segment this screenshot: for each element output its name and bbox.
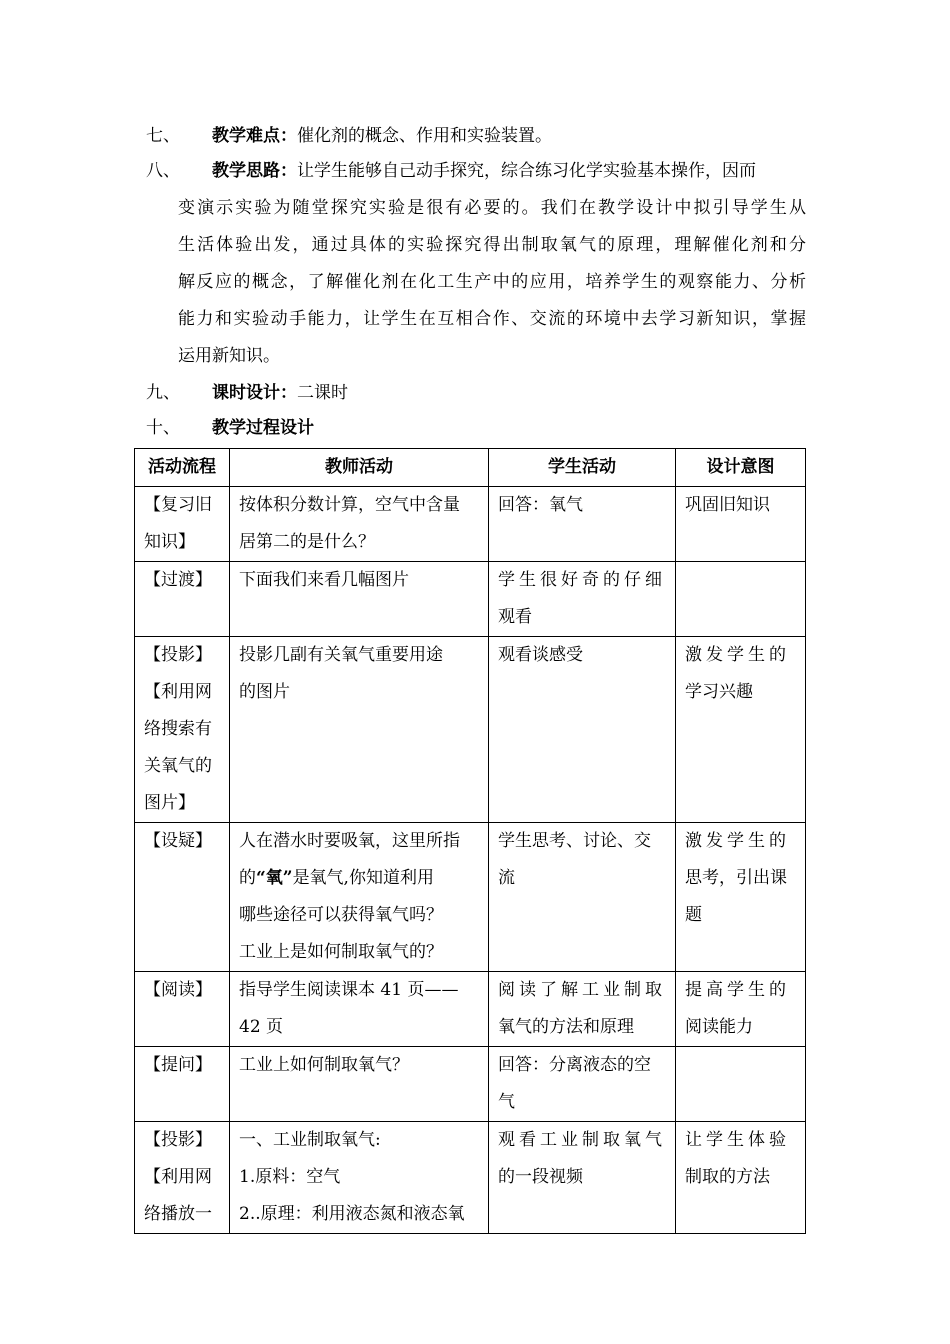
section-text: 催化剂的概念、作用和实验装置。	[297, 126, 552, 146]
cell-line: 人在潜水时要吸氧，这里所指	[239, 831, 460, 851]
section-number: 十、	[146, 418, 180, 438]
intent-cell	[676, 487, 806, 562]
cell-line: 2..原理：利用液态氮和液态氧	[239, 1204, 465, 1224]
student-cell	[489, 1047, 676, 1122]
flow-cell	[135, 487, 230, 562]
cell-line	[239, 860, 482, 897]
cell-line: 工业上是如何制取氧气的？	[239, 942, 443, 962]
cell-line: 氧气的方法和原理	[498, 1017, 634, 1037]
section-10	[146, 410, 314, 447]
section-label: 教学难点：	[212, 126, 297, 146]
student-cell	[489, 1122, 676, 1234]
paragraph-line: 变演示实验为随堂探究实验是很有必要的。我们在教学设计中拟引导学生从	[178, 198, 806, 218]
cell-line: 按体积分数计算，空气中含量	[239, 495, 460, 515]
flow-cell	[135, 823, 230, 972]
student-cell	[489, 637, 676, 823]
table-row	[135, 1122, 806, 1234]
cell-line: 观看谈感受	[498, 645, 583, 665]
cell-line: 【投影】	[144, 1130, 212, 1150]
student-cell	[489, 487, 676, 562]
section-9	[146, 375, 348, 412]
teacher-cell	[230, 823, 489, 972]
flow-cell	[135, 972, 230, 1047]
paragraph-line: 运用新知识。	[178, 346, 280, 366]
emphasis-text: “氧”	[256, 868, 293, 888]
cell-line: 【利用网	[144, 682, 212, 702]
cell-line: 【设疑】	[144, 831, 212, 851]
cell-line: 关氧气的	[144, 756, 212, 776]
student-cell	[489, 972, 676, 1047]
intent-cell	[676, 1122, 806, 1234]
header-flow: 活动流程	[135, 449, 230, 487]
section-number: 七、	[146, 126, 180, 146]
section-number: 九、	[146, 383, 180, 403]
cell-line: 阅读能力	[685, 1017, 753, 1037]
cell-line: 42 页	[239, 1017, 284, 1037]
cell-line: 1.原料：空气	[239, 1167, 341, 1187]
table-row	[135, 562, 806, 637]
paragraph-line: 解反应的概念，了解催化剂在化工生产中的应用，培养学生的观察能力、分析	[178, 272, 806, 292]
cell-line: 学习兴趣	[685, 682, 753, 702]
teacher-cell	[230, 487, 489, 562]
cell-line: 【阅读】	[144, 980, 212, 1000]
teacher-cell	[230, 1047, 489, 1122]
student-cell	[489, 562, 676, 637]
cell-line: 一、工业制取氧气:	[239, 1130, 381, 1150]
cell-line: 题	[685, 905, 702, 925]
teacher-cell	[230, 562, 489, 637]
cell-line: 激发学生的	[685, 831, 790, 851]
table-row	[135, 1047, 806, 1122]
text-fragment: 是氧气,你知道利用	[292, 868, 434, 888]
teacher-cell	[230, 972, 489, 1047]
cell-line: 哪些途径可以获得氧气吗？	[239, 905, 443, 925]
cell-line: 工业上如何制取氧气？	[239, 1055, 409, 1075]
cell-line: 络搜索有	[144, 719, 212, 739]
section-label: 教学思路：	[212, 161, 297, 181]
cell-line: 【复习旧	[144, 495, 212, 515]
cell-line: 的一段视频	[498, 1167, 583, 1187]
flow-cell	[135, 562, 230, 637]
cell-line: 【过渡】	[144, 570, 212, 590]
cell-line: 回答：氧气	[498, 495, 583, 515]
cell-line: 学生思考、讨论、交	[498, 831, 651, 851]
teacher-cell	[230, 637, 489, 823]
cell-line: 观看	[498, 607, 532, 627]
cell-line: 巩固旧知识	[685, 495, 770, 515]
cell-line: 回答：分离液态的空	[498, 1055, 651, 1075]
cell-line: 【投影】	[144, 645, 212, 665]
section-number: 八、	[146, 161, 180, 181]
intent-cell	[676, 823, 806, 972]
cell-line: 【利用网	[144, 1167, 212, 1187]
cell-line: 气	[498, 1092, 515, 1112]
cell-line: 知识】	[144, 532, 195, 552]
cell-line: 流	[498, 868, 515, 888]
header-student: 学生活动	[489, 449, 676, 487]
cell-line: 让学生体验	[685, 1130, 790, 1150]
table-row	[135, 637, 806, 823]
intent-cell	[676, 1047, 806, 1122]
section-label: 课时设计：	[212, 383, 297, 403]
cell-line: 居第二的是什么？	[239, 532, 375, 552]
text-fragment: 的	[239, 868, 256, 888]
cell-line: 观看工业制取氧气	[498, 1130, 666, 1150]
cell-line: 学生很好奇的仔细	[498, 570, 666, 590]
paragraph-line: 生活体验出发，通过具体的实验探究得出制取氧气的原理，理解催化剂和分	[178, 235, 806, 255]
cell-line: 思考，引出课	[685, 868, 787, 888]
flow-cell	[135, 1047, 230, 1122]
header-teacher: 教师活动	[230, 449, 489, 487]
teaching-process-table	[134, 448, 806, 1234]
teacher-cell	[230, 1122, 489, 1234]
intent-cell	[676, 637, 806, 823]
student-cell	[489, 823, 676, 972]
header-intent: 设计意图	[676, 449, 806, 487]
cell-line: 【提问】	[144, 1055, 212, 1075]
cell-line: 激发学生的	[685, 645, 790, 665]
cell-line: 制取的方法	[685, 1167, 770, 1187]
table-row	[135, 823, 806, 972]
flow-cell	[135, 1122, 230, 1234]
section-label: 教学过程设计	[212, 418, 314, 438]
intent-cell	[676, 972, 806, 1047]
section-7	[146, 118, 552, 155]
paragraph-line: 能力和实验动手能力，让学生在互相合作、交流的环境中去学习新知识，掌握	[178, 309, 806, 329]
cell-line: 指导学生阅读课本 41 页——	[239, 980, 459, 1000]
cell-line: 络播放一	[144, 1204, 212, 1224]
cell-line: 下面我们来看几幅图片	[239, 570, 409, 590]
cell-line: 投影几副有关氧气重要用途	[239, 645, 443, 665]
cell-line: 的图片	[239, 682, 290, 702]
table-header-row	[135, 449, 806, 487]
cell-line: 提高学生的	[685, 980, 790, 1000]
flow-cell	[135, 637, 230, 823]
section-text-line-1: 让学生能够自己动手探究，综合练习化学实验基本操作，因而	[297, 161, 756, 181]
table-row	[135, 487, 806, 562]
cell-line: 阅读了解工业制取	[498, 980, 666, 1000]
section-8	[146, 153, 806, 190]
section-text: 二课时	[297, 383, 348, 403]
cell-line: 图片】	[144, 793, 195, 813]
table-row	[135, 972, 806, 1047]
intent-cell	[676, 562, 806, 637]
